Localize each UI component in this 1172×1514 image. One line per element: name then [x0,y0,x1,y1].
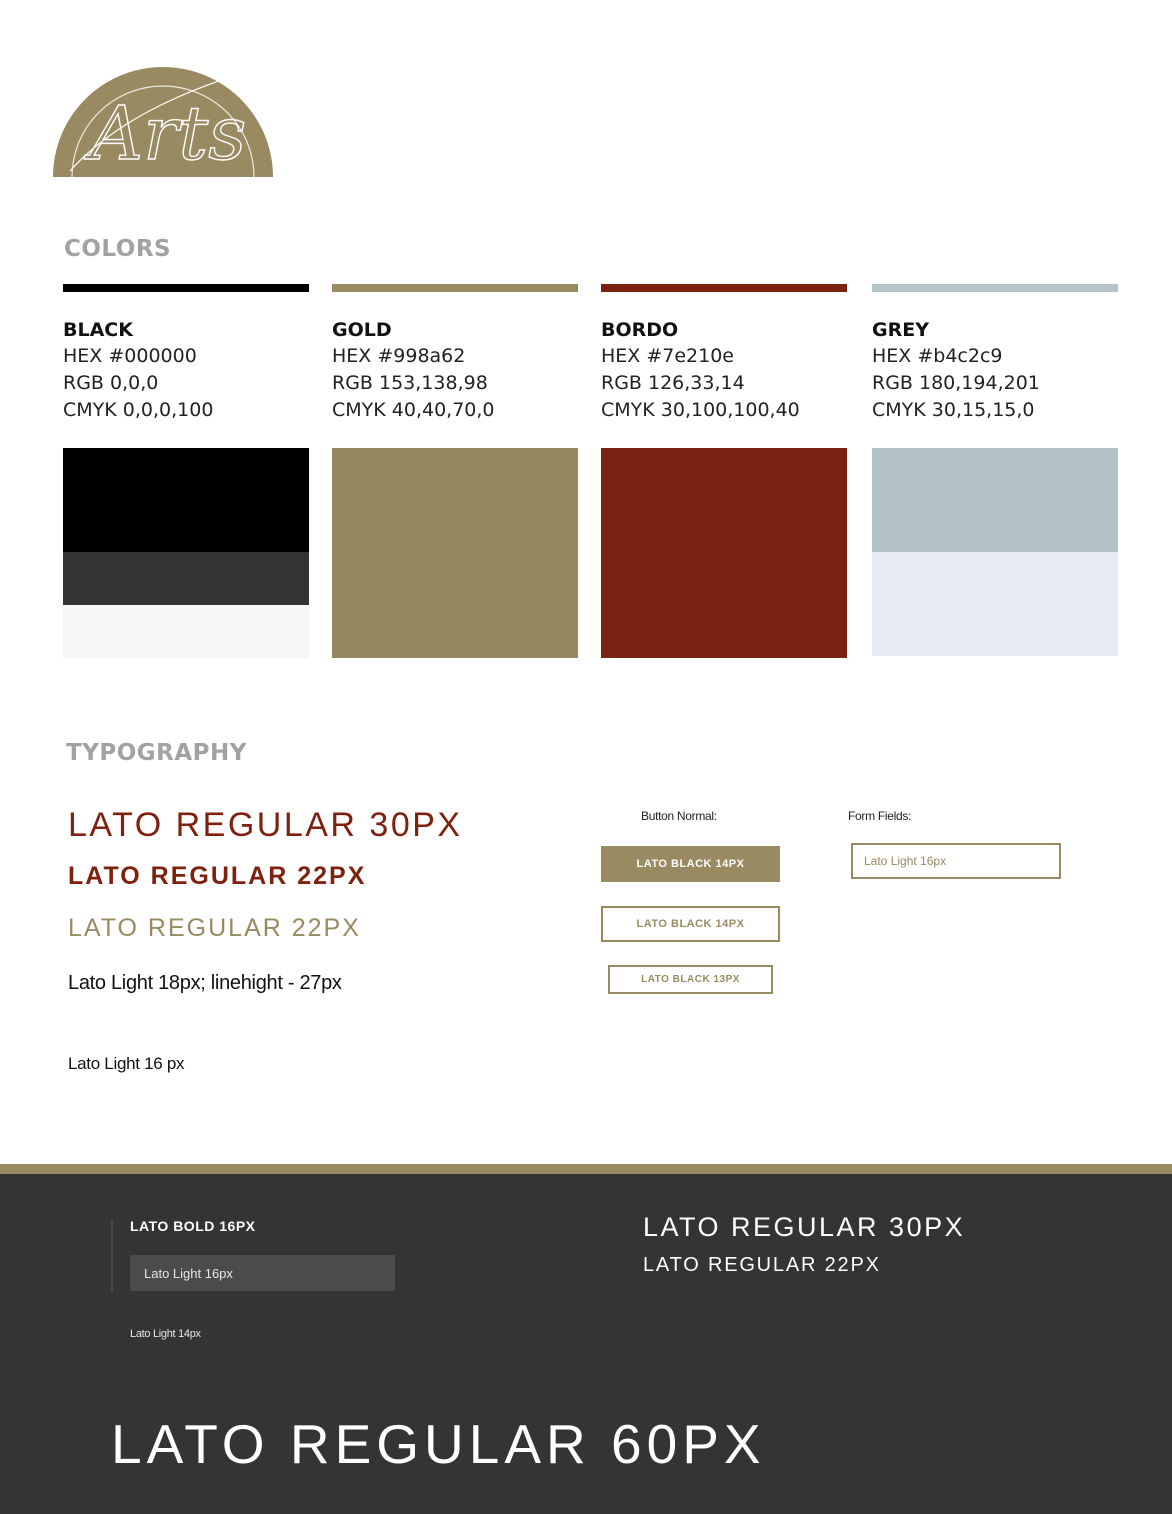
shade-dark [63,552,309,605]
swatch-name: BORDO [601,319,679,341]
form-field-placeholder: Lato Light 16px [864,854,947,868]
swatch-hex: HEX #7e210e [601,345,734,367]
button-normal-label: Button Normal: [641,809,717,823]
swatch-bar [332,284,578,292]
swatch-name: BLACK [63,319,133,341]
sample-regular-30: LATO REGULAR 30PX [68,806,463,844]
swatch-hex: HEX #b4c2c9 [872,345,1003,367]
color-block-gold [332,448,578,658]
sample-light-18: Lato Light 18px; linehight - 27px [68,972,342,994]
sample-regular-22-gold: LATO REGULAR 22PX [68,914,361,942]
typography-title: TYPOGRAPHY [66,740,247,766]
color-block-grey [872,448,1118,658]
filled-button[interactable]: LATO BLACK 14PX [601,846,780,882]
sample-light-16: Lato Light 16 px [68,1054,185,1073]
swatch-rgb: RGB 153,138,98 [332,372,488,394]
swatch-gold [332,284,578,424]
form-fields-label: Form Fields: [848,809,912,823]
dark-regular-30: LATO REGULAR 30PX [643,1212,966,1242]
dark-regular-22: LATO REGULAR 22PX [643,1254,881,1276]
swatch-cmyk: CMYK 30,15,15,0 [872,399,1035,421]
logo-icon [50,55,276,180]
swatch-cmyk: CMYK 0,0,0,100 [63,399,214,421]
shade-primary [332,448,578,658]
colors-title: COLORS [64,236,172,262]
swatch-bar [601,284,847,292]
outline-button-small[interactable]: LATO BLACK 13PX [608,965,773,994]
dark-regular-60: LATO REGULAR 60PX [111,1413,766,1475]
dark-input-text: Lato Light 16px [144,1265,233,1281]
dark-vertical-rule [111,1220,113,1292]
swatch-name: GREY [872,319,929,341]
swatch-name: GOLD [332,319,392,341]
shade-primary [601,448,847,658]
swatch-bar [872,284,1118,292]
swatch-rgb: RGB 180,194,201 [872,372,1040,394]
color-block-bordo [601,448,847,658]
svg-text:Arts: Arts [89,91,247,177]
shade-primary [63,448,309,552]
gold-divider [0,1164,1172,1174]
dark-input-field[interactable] [130,1255,395,1291]
shade-light [63,605,309,658]
swatch-cmyk: CMYK 30,100,100,40 [601,399,800,421]
outline-button[interactable]: LATO BLACK 14PX [601,906,780,942]
shade-light [872,552,1118,656]
swatch-rgb: RGB 0,0,0 [63,372,159,394]
form-field-input[interactable] [851,843,1061,879]
swatch-grey [872,284,1118,424]
arts-logo [50,55,276,180]
swatch-hex: HEX #998a62 [332,345,466,367]
color-block-black [63,448,309,658]
shade-primary [872,448,1118,552]
swatch-black [63,284,309,424]
dark-bold-label: LATO BOLD 16PX [130,1218,256,1234]
swatch-rgb: RGB 126,33,14 [601,372,745,394]
swatch-cmyk: CMYK 40,40,70,0 [332,399,495,421]
swatch-bordo [601,284,847,424]
swatch-bar [63,284,309,292]
sample-regular-22-bordo: LATO REGULAR 22PX [68,862,367,890]
swatch-hex: HEX #000000 [63,345,197,367]
dark-small-text: Lato Light 14px [130,1328,201,1340]
